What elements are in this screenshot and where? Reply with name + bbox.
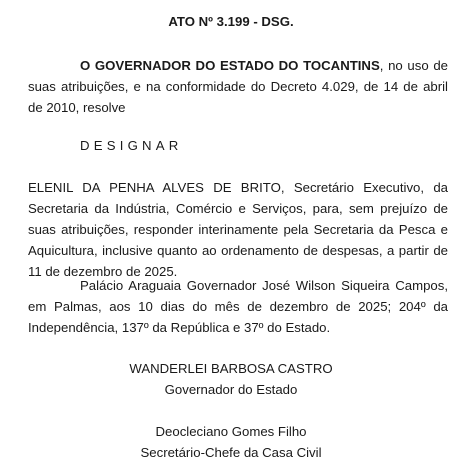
act-title: ATO Nº 3.199 - DSG.: [168, 14, 294, 29]
closing-paragraph: [28, 275, 448, 338]
action-heading: DESIGNAR: [80, 138, 183, 153]
signatory-role: Secretário-Chefe da Casa Civil: [140, 445, 322, 460]
signatory-name: Deocleciano Gomes Filho: [155, 424, 307, 439]
signature-chief-of-staff: [0, 421, 462, 463]
preamble-text: , no uso de suas atribuições, e na conformidade do Decreto 4.029, de 14 de abril de 2010, resolve: [28, 58, 449, 115]
designation-paragraph: ELENIL DA PENHA ALVES DE BRITO, Secretário Executivo, da Secretaria da Indústria, Comércio e Serviços, para, sem prejuízo de suas atribuições, responder interinamente pela Secretaria da Pesca e Aquicultura, inclusive quanto ao ordenamento de despesas, a partir de 11 de dezembro de 2025.: [28, 180, 448, 279]
signatory-role: Governador do Estado: [164, 382, 298, 397]
signatory-name: WANDERLEI BARBOSA CASTRO: [129, 361, 333, 376]
closing-text: Palácio Araguaia Governador José Wilson Siqueira Campos, em Palmas, aos 10 dias do mês de dezembro de 2025; 204º da Independência, 137º da República e 37º do Estado.: [28, 278, 448, 335]
preamble-paragraph: [28, 55, 448, 118]
governor-authority: O GOVERNADOR DO ESTADO DO TOCANTINS: [80, 58, 380, 73]
signature-governor: [0, 358, 462, 400]
